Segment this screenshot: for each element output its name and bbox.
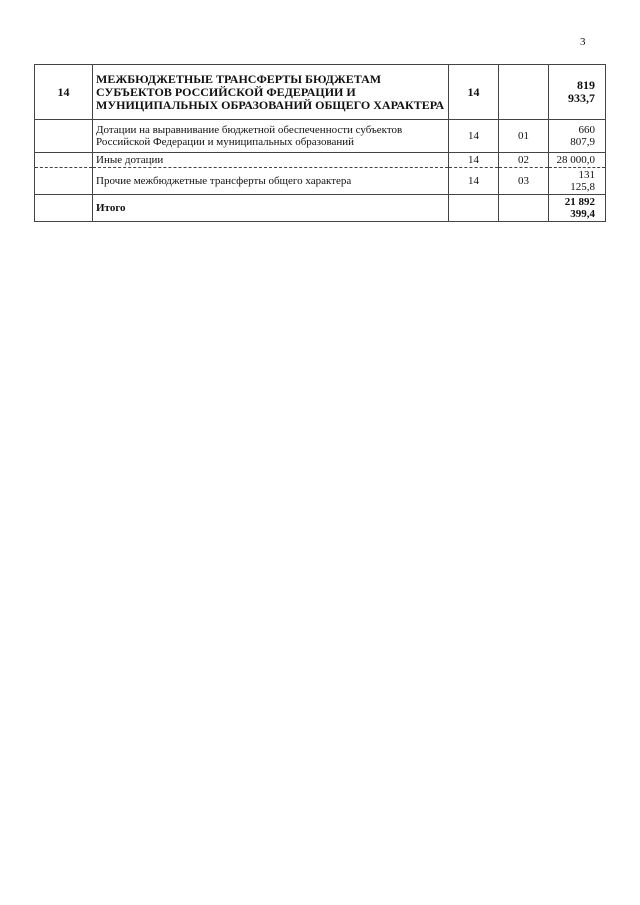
row-name: МЕЖБЮДЖЕТНЫЕ ТРАНСФЕРТЫ БЮДЖЕТАМ СУБЪЕКТОВ РОССИЙСКОЙ ФЕДЕРАЦИИ И МУНИЦИПАЛЬНЫХ ОБРАЗОВАНИЙ ОБЩЕГО ХАРАКТЕРА [93,65,449,120]
table-row-section [35,65,606,120]
row-subsection-code [499,195,549,222]
table-row [35,120,606,153]
row-name: Прочие межбюджетные трансферты общего характера [93,168,449,195]
row-section-code [449,195,499,222]
row-name: Дотации на выравнивание бюджетной обеспеченности субъектов Российской Федерации и муниципальных образований [93,120,449,153]
page-number: 3 [580,36,586,48]
row-code [35,153,93,168]
total-label: Итого [93,195,449,222]
row-amount: 660 807,9 [549,120,606,153]
row-subsection-code: 03 [499,168,549,195]
row-amount: 131 125,8 [549,168,606,195]
budget-table [34,64,606,222]
row-subsection-code: 02 [499,153,549,168]
row-code [35,120,93,153]
row-section-code: 14 [449,120,499,153]
total-amount: 21 892 399,4 [549,195,606,222]
row-subsection-code: 01 [499,120,549,153]
row-amount: 819 933,7 [549,65,606,120]
row-section-code: 14 [449,65,499,120]
row-section-code: 14 [449,153,499,168]
row-subsection-code [499,65,549,120]
table-row-total [35,195,606,222]
row-code [35,168,93,195]
row-section-code: 14 [449,168,499,195]
table-row [35,168,606,195]
row-code [35,195,93,222]
row-code: 14 [35,65,93,120]
row-amount: 28 000,0 [549,153,606,168]
row-name: Иные дотации [93,153,449,168]
table-row [35,153,606,168]
